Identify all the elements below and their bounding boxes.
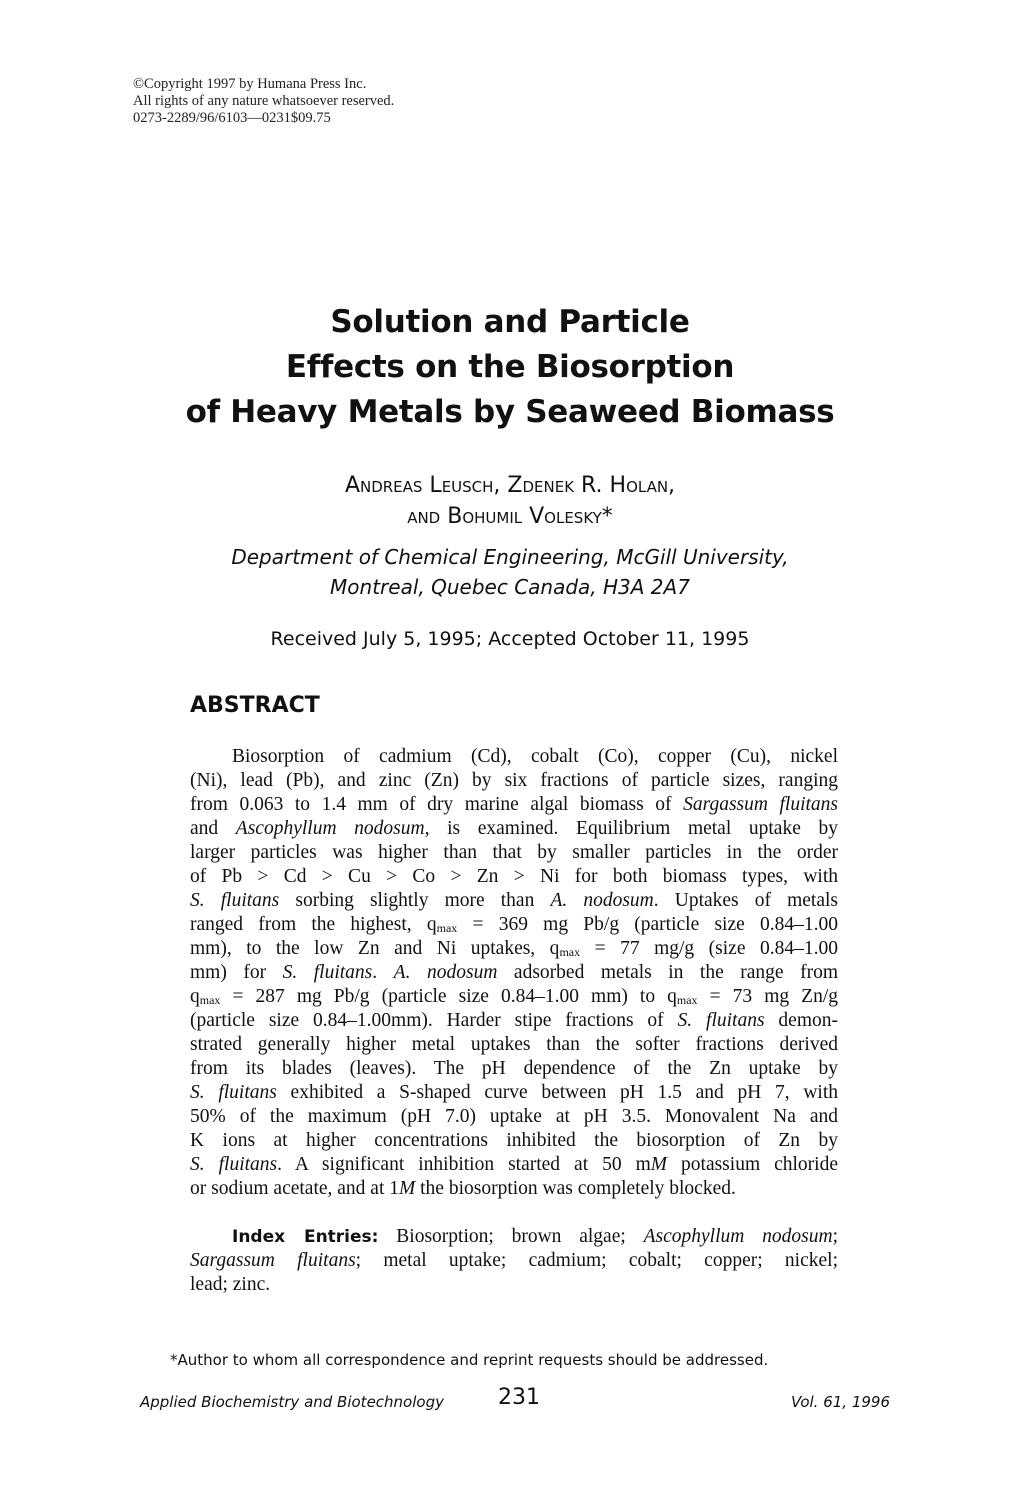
abstract-line: (particle size 0.84–1.00mm). Harder stipe fractions of S. fluitans demon- xyxy=(190,1010,838,1031)
abstract-line: K ions at higher concentrations inhibited the biosorption of Zn by xyxy=(190,1130,838,1151)
abstract-line: S. fluitans sorbing slightly more than A. nodosum. Uptakes of metals xyxy=(190,890,839,911)
page-number: 231 xyxy=(498,1385,540,1410)
received-dates: Received July 5, 1995; Accepted October 11, 1995 xyxy=(270,628,750,650)
copyright-notice xyxy=(133,76,394,127)
abstract-line: (Ni), lead (Pb), and zinc (Zn) by six fractions of particle sizes, ranging xyxy=(190,770,838,791)
abstract-line: S. fluitans exhibited a S-shaped curve between pH 1.5 and pH 7, with xyxy=(190,1082,838,1103)
copyright-line: 0273-2289/96/6103—0231$09.75 xyxy=(133,110,331,126)
abstract-line: 50% of the maximum (pH 7.0) uptake at pH 3.5. Monovalent Na and xyxy=(190,1106,838,1127)
affiliation xyxy=(0,542,1020,602)
abstract-line: Biosorption of cadmium (Cd), cobalt (Co), copper (Cu), nickel xyxy=(232,746,838,767)
index-line: Sargassum fluitans; metal uptake; cadmium; cobalt; copper; nickel; xyxy=(190,1250,838,1271)
abstract-line: $q_{max} = 287$ mg Pb/g (particle size 0.84–1.00 mm) to $q_{max} = 73$ mg Zn/g xyxy=(190,986,838,1007)
affiliation-line: Department of Chemical Engineering, McGill University, xyxy=(231,545,789,569)
title-line: Solution and Particle xyxy=(330,304,690,340)
index-label: Index Entries: xyxy=(232,1227,379,1247)
paper-title xyxy=(0,300,1020,435)
abstract-line: from 0.063 to 1.4 mm of dry marine algal biomass of Sargassum fluitans xyxy=(190,794,839,815)
authors xyxy=(0,470,1020,532)
abstract-heading: ABSTRACT xyxy=(190,693,320,718)
abstract-text xyxy=(190,745,838,1201)
index-line: Index Entries: Biosorption; brown algae; Ascophyllum nodosum; xyxy=(232,1226,838,1247)
title-line: of Heavy Metals by Seaweed Biomass xyxy=(185,394,835,430)
abstract-line: mm), to the low Zn and Ni uptakes, $q_{max} = 77$ mg/g (size 0.84–1.00 xyxy=(190,938,838,959)
authors-line: Andreas Leusch, Zdenek R. Holan, xyxy=(344,473,676,498)
title-line: Effects on the Biosorption xyxy=(285,349,735,385)
journal-name: Applied Biochemistry and Biotechnology xyxy=(140,1393,444,1411)
index-line: lead; zinc. xyxy=(190,1274,271,1295)
abstract-line: and Ascophyllum nodosum, is examined. Equilibrium metal uptake by xyxy=(190,818,839,839)
copyright-line: ©Copyright 1997 by Humana Press Inc. xyxy=(133,76,367,92)
abstract-line: larger particles was higher than that by smaller particles in the order xyxy=(190,842,838,863)
abstract-line: strated generally higher metal uptakes than the softer fractions derived xyxy=(190,1034,838,1055)
author-footnote: *Author to whom all correspondence and reprint requests should be addressed. xyxy=(170,1351,769,1369)
authors-line: and Bohumil Volesky* xyxy=(407,504,613,529)
abstract-line: from its blades (leaves). The pH dependence of the Zn uptake by xyxy=(190,1058,838,1079)
copyright-line: All rights of any nature whatsoever reserved. xyxy=(133,93,395,109)
abstract-line: S. fluitans. A significant inhibition started at 50 mM potassium chloride xyxy=(190,1154,838,1175)
abstract-line: of Pb > Cd > Cu > Co > Zn > Ni for both biomass types, with xyxy=(190,866,838,887)
index-entries xyxy=(190,1225,838,1297)
page-footer xyxy=(140,1385,890,1415)
abstract-line: or sodium acetate, and at 1M the biosorption was completely blocked. xyxy=(190,1178,736,1199)
affiliation-line: Montreal, Quebec Canada, H3A 2A7 xyxy=(330,575,690,599)
abstract-line: ranged from the highest, $q_{max} = 369$ mg Pb/g (particle size 0.84–1.00 xyxy=(190,914,838,935)
volume-info: Vol. 61, 1996 xyxy=(790,1393,890,1411)
abstract-line: mm) for S. fluitans. A. nodosum adsorbed metals in the range from xyxy=(190,962,839,983)
